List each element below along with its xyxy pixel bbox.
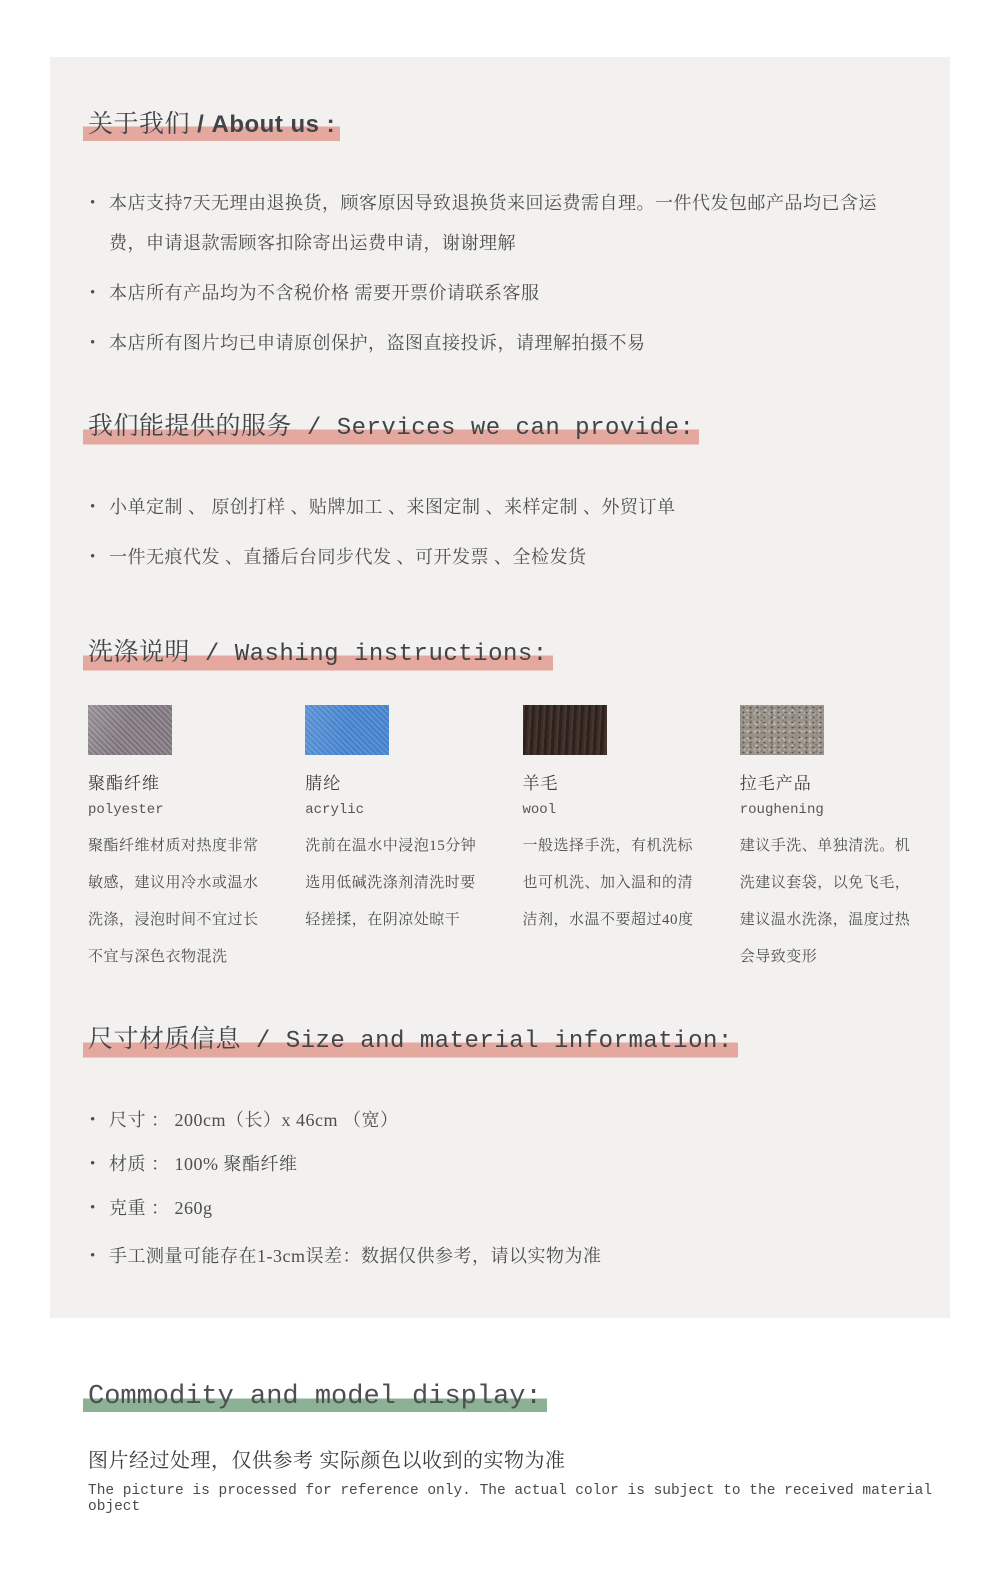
list-item-text: 克重 ： 260g	[109, 1198, 213, 1218]
list-item-text: 本店所有产品均为不含税价格 需要开票价请联系客服	[109, 283, 540, 303]
washing-item-acrylic	[305, 705, 477, 976]
acrylic-fabric-swatch-image	[305, 705, 389, 755]
washing-item-wool	[523, 705, 695, 976]
bullet-icon: •	[90, 195, 96, 211]
bullet-icon: •	[90, 1200, 96, 1216]
washing-title-cn: 洗涤说明	[88, 639, 191, 666]
list-item-measure-note	[88, 1236, 912, 1276]
polyester-fabric-swatch-image	[88, 705, 172, 755]
bullet-icon: •	[90, 335, 96, 351]
washing-item-roughening	[740, 705, 912, 976]
roughening-fabric-swatch-image	[740, 705, 824, 755]
fabric-name-cn: 羊毛	[522, 774, 559, 793]
services-title-cn: 我们能提供的服务	[88, 413, 293, 440]
size-material-title-cn: 尺寸材质信息	[88, 1026, 242, 1053]
list-item	[88, 323, 912, 363]
size-material-title-en: / Size and material information:	[241, 1028, 733, 1055]
section-size-material	[88, 1022, 912, 1276]
fabric-name-en: wool	[522, 802, 557, 818]
display-note-cn: 图片经过处理，仅供参考 实际颜色以收到的实物为准	[88, 1450, 566, 1472]
bullet-icon: •	[90, 1112, 96, 1128]
list-item	[88, 183, 912, 263]
list-item-text: 手工测量可能存在1-3cm误差：数据仅供参考，请以实物为准	[109, 1246, 602, 1266]
list-item-material	[88, 1144, 912, 1184]
list-item-text: 本店支持7天无理由退换货，顾客原因导致退换货来回运费需自理。一件代发包邮产品均已含运费，申请退款需顾客扣除寄出运费申请，谢谢理解	[109, 193, 877, 253]
washing-item-polyester	[88, 705, 260, 976]
fabric-name-cn: 拉毛产品	[739, 774, 812, 793]
list-item	[88, 273, 912, 313]
commodity-display-title: Commodity and model display:	[83, 1380, 547, 1414]
size-material-title	[83, 1022, 738, 1060]
fabric-care-description: 聚酯纤维材质对热度非常敏感，建议用冷水或温水洗涤，浸泡时间不宜过长不宜与深色衣物混洗	[88, 838, 259, 965]
list-item-size	[88, 1100, 912, 1140]
fabric-name-en: roughening	[739, 802, 824, 818]
bullet-icon: •	[90, 549, 96, 565]
fabric-name-en: acrylic	[305, 802, 365, 818]
list-item	[88, 537, 912, 577]
about-us-title-en: / About us :	[190, 111, 336, 138]
services-title	[83, 409, 699, 447]
about-us-title-cn: 关于我们	[88, 111, 191, 138]
list-item-text: 尺寸 ： 200cm（长）x 46cm （宽）	[109, 1110, 399, 1130]
services-title-en: / Services we can provide:	[292, 415, 695, 442]
section-commodity-display	[0, 1318, 1000, 1555]
about-us-list	[88, 183, 912, 363]
section-washing-instructions	[88, 635, 912, 976]
section-about-us	[88, 107, 912, 363]
fabric-care-description: 一般选择手洗，有机洗标也可机洗、加入温和的清洁剂，水温不要超过40度	[522, 838, 694, 928]
section-services	[88, 409, 912, 577]
washing-title-en: / Washing instructions:	[190, 641, 548, 668]
fabric-name-cn: 聚酯纤维	[88, 774, 160, 793]
bullet-icon: •	[90, 285, 96, 301]
washing-title	[83, 635, 553, 673]
fabric-care-description: 洗前在温水中浸泡15分钟选用低碱洗涤剂清洗时要轻搓揉，在阴凉处晾干	[305, 838, 477, 928]
list-item-text: 小单定制 、 原创打样 、贴牌加工 、来图定制 、来样定制 、外贸订单	[109, 497, 676, 517]
bullet-icon: •	[90, 1156, 96, 1172]
list-item-text: 一件无痕代发 、直播后台同步代发 、可开发票 、全检发货	[109, 547, 587, 567]
bullet-icon: •	[90, 499, 96, 515]
list-item-weight	[88, 1188, 912, 1228]
washing-grid	[88, 705, 912, 976]
fabric-name-en: polyester	[88, 802, 164, 818]
size-material-list	[88, 1100, 912, 1276]
fabric-care-description: 建议手洗、单独清洗。机洗建议套袋，以免飞毛，建议温水洗涤，温度过热会导致变形	[739, 838, 911, 965]
product-info-card	[50, 57, 950, 1318]
list-item	[88, 487, 912, 527]
list-item-text: 本店所有图片均已申请原创保护，盗图直接投诉，请理解拍摄不易	[109, 333, 646, 353]
about-us-title	[83, 107, 340, 143]
bullet-icon: •	[90, 1248, 96, 1264]
services-list	[88, 487, 912, 577]
fabric-name-cn: 腈纶	[305, 774, 342, 793]
display-note-en: The picture is processed for reference only. The actual color is subject to the received material object	[88, 1483, 933, 1515]
list-item-text: 材质 ： 100% 聚酯纤维	[109, 1154, 298, 1174]
wool-fabric-swatch-image	[523, 705, 607, 755]
